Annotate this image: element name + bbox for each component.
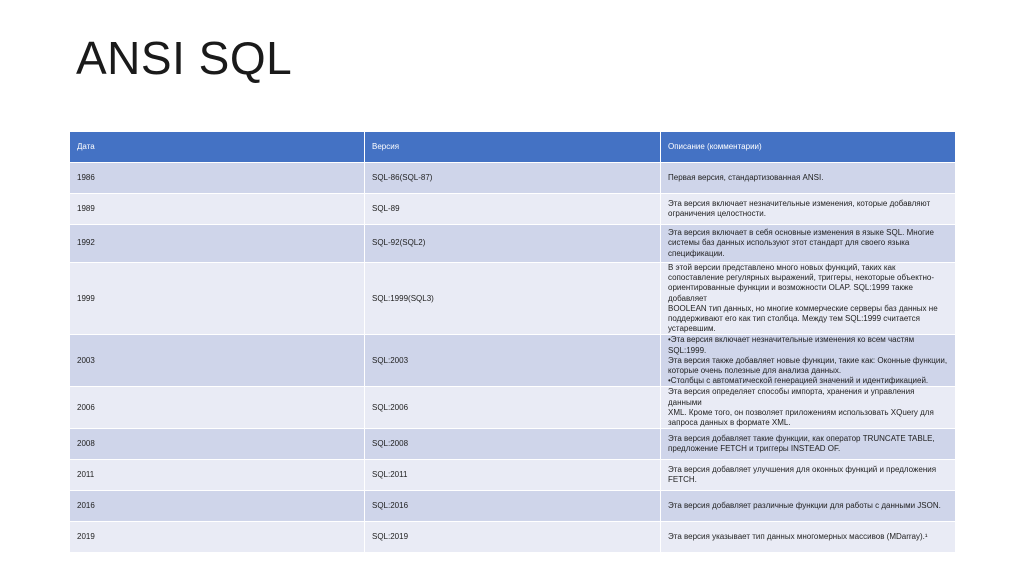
description-line: Эта версия также добавляет новые функции, такие как: Оконные функции,: [668, 355, 948, 365]
description-line: сопоставление регулярных выражений, триггеры, некоторые объектно-: [668, 273, 935, 283]
description-line: Эта версия указывает тип данных многомерных массивов (MDarray).¹: [668, 532, 928, 542]
description-line: предложение FETCH и триггеры INSTEAD OF.: [668, 444, 841, 454]
table-body: [70, 163, 956, 553]
cell-description: [661, 460, 956, 491]
description-line: Эта версия добавляет различные функции для работы с данными JSON.: [668, 501, 941, 511]
header-description: Описание (комментарии): [661, 132, 956, 163]
cell-date: 1992: [70, 225, 365, 263]
description-line: Эта версия включает в себя основные изменения в языке SQL. Многие: [668, 228, 934, 238]
cell-version: SQL:2011: [365, 460, 661, 491]
cell-date: 2008: [70, 429, 365, 460]
cell-description: [661, 225, 956, 263]
description-line: •Эта версия включает незначительные изменения ко всем частям SQL:1999.: [668, 335, 915, 355]
cell-date: 2003: [70, 335, 365, 387]
description-line: В этой версии представлено много новых функций, таких как: [668, 263, 896, 272]
cell-version: SQL:2016: [365, 491, 661, 522]
cell-date: 1999: [70, 263, 365, 335]
description-line: Эта версия добавляет улучшения для оконных функций и предложения: [668, 465, 937, 475]
table-row: [70, 263, 956, 335]
cell-date: 2011: [70, 460, 365, 491]
description-line: FETCH.: [668, 475, 697, 485]
cell-date: 2006: [70, 387, 365, 429]
description-line: которые очень полезные для анализа данных.: [668, 366, 842, 376]
cell-version: SQL:2019: [365, 522, 661, 553]
header-date: Дата: [70, 132, 365, 163]
cell-date: 1986: [70, 163, 365, 194]
description-line: XML. Кроме того, он позволяет приложениям использовать XQuery для: [668, 407, 934, 417]
table-row: [70, 429, 956, 460]
description-line: устаревшим.: [668, 324, 716, 334]
cell-date: 2016: [70, 491, 365, 522]
cell-description: [661, 335, 956, 387]
table-row: [70, 163, 956, 194]
cell-description: [661, 263, 956, 335]
description-line: системы баз данных используют этот стандарт для своего языка: [668, 238, 910, 248]
table-row: [70, 225, 956, 263]
cell-version: SQL:1999(SQL3): [365, 263, 661, 335]
slide-title: ANSI SQL: [76, 32, 293, 84]
cell-version: SQL:2003: [365, 335, 661, 387]
description-line: ориентированные функции и возможности OLAP. SQL:1999 также добавляет: [668, 283, 913, 303]
description-line: Эта версия определяет способы импорта, хранения и управления данными: [668, 387, 915, 407]
table-row: [70, 522, 956, 553]
description-line: запроса данных в формате XML.: [668, 418, 791, 428]
cell-date: 2019: [70, 522, 365, 553]
description-line: Первая версия, стандартизованная ANSI.: [668, 172, 824, 182]
cell-description: [661, 429, 956, 460]
table-header-row: [70, 132, 956, 163]
cell-description: [661, 522, 956, 553]
table-row: [70, 491, 956, 522]
description-line: Эта версия добавляет такие функции, как оператор TRUNCATE TABLE,: [668, 434, 935, 444]
description-line: Эта версия включает незначительные изменения, которые добавляют: [668, 198, 931, 208]
cell-description: [661, 387, 956, 429]
description-line: •Столбцы с автоматической генерацией значений и идентификацией.: [668, 376, 929, 386]
ansi-sql-table: [69, 131, 956, 553]
table-row: [70, 194, 956, 225]
description-line: BOOLEAN тип данных, но многие коммерческие серверы баз данных не: [668, 303, 938, 313]
description-line: спецификации.: [668, 248, 725, 258]
cell-version: SQL-86(SQL-87): [365, 163, 661, 194]
cell-version: SQL:2008: [365, 429, 661, 460]
cell-description: [661, 163, 956, 194]
cell-date: 1989: [70, 194, 365, 225]
cell-version: SQL-92(SQL2): [365, 225, 661, 263]
header-version: Версия: [365, 132, 661, 163]
cell-description: [661, 491, 956, 522]
table-row: [70, 460, 956, 491]
cell-description: [661, 194, 956, 225]
table-row: [70, 335, 956, 387]
cell-version: SQL-89: [365, 194, 661, 225]
description-line: поддерживают его как тип столбца. Между тем SQL:1999 считается: [668, 314, 920, 324]
cell-version: SQL:2006: [365, 387, 661, 429]
table-row: [70, 387, 956, 429]
description-line: ограничения целостности.: [668, 209, 766, 218]
